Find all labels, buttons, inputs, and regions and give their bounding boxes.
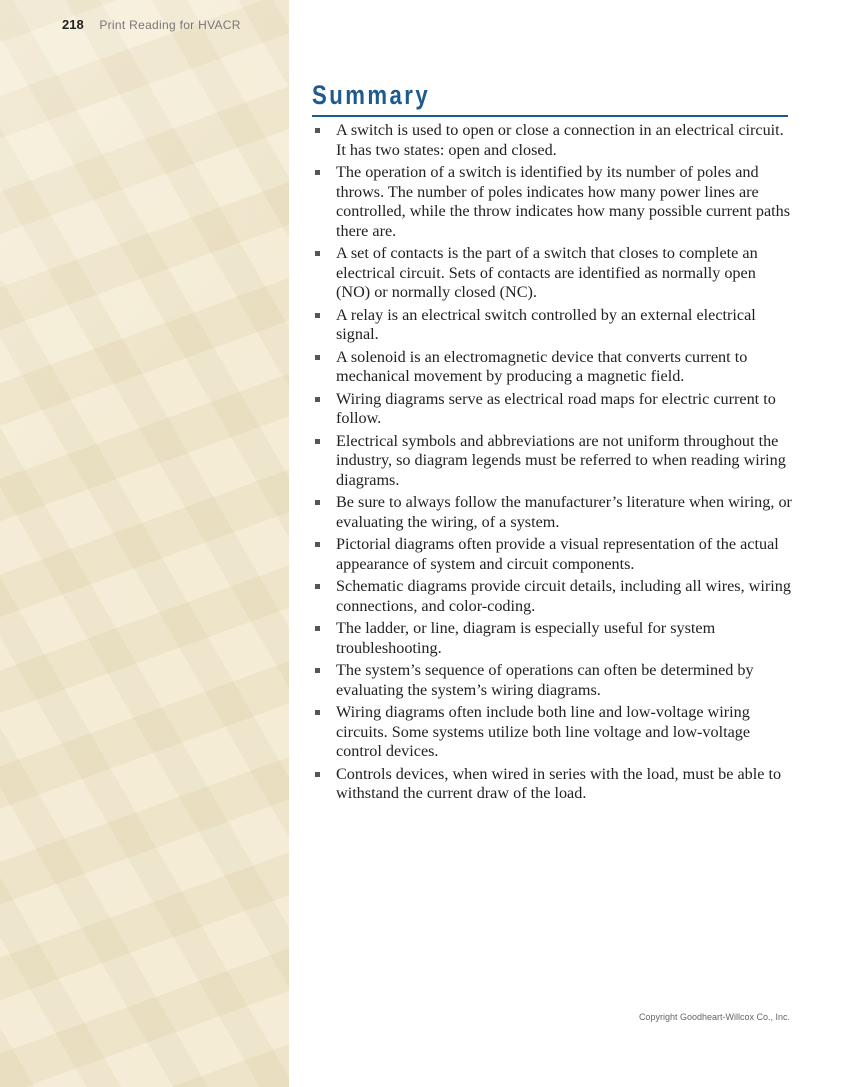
book-title: Print Reading for HVACR (99, 18, 241, 32)
summary-item: The ladder, or line, diagram is especially useful for system troubleshooting. (312, 619, 792, 658)
summary-item: A switch is used to open or close a connection in an electrical circuit. It has two states: open and closed. (312, 121, 792, 160)
bullet-icon (315, 626, 320, 631)
summary-item: A relay is an electrical switch controlled by an external electrical signal. (312, 306, 792, 345)
page-number: 218 (62, 17, 84, 32)
bullet-icon (315, 313, 320, 318)
bullet-icon (315, 584, 320, 589)
bullet-icon (315, 397, 320, 402)
summary-item: Be sure to always follow the manufacturer’s literature when wiring, or evaluating the wiring, of a system. (312, 493, 792, 532)
summary-item: A set of contacts is the part of a switch that closes to complete an electrical circuit. Sets of contacts are identified as normally open (NO) or normally closed (NC). (312, 244, 792, 303)
bullet-icon (315, 500, 320, 505)
summary-item: Controls devices, when wired in series with the load, must be able to withstand the current draw of the load. (312, 765, 792, 804)
summary-item: Wiring diagrams often include both line and low-voltage wiring circuits. Some systems utilize both line voltage and low-voltage control devices. (312, 703, 792, 762)
summary-item: Schematic diagrams provide circuit details, including all wires, wiring connections, and color-coding. (312, 577, 792, 616)
copyright-footer: Copyright Goodheart-Willcox Co., Inc. (638, 1012, 790, 1022)
bullet-icon (315, 772, 320, 777)
bullet-icon (315, 355, 320, 360)
summary-item: A solenoid is an electromagnetic device that converts current to mechanical movement by producing a magnetic field. (312, 348, 792, 387)
summary-item: Pictorial diagrams often provide a visual representation of the actual appearance of system and circuit components. (312, 535, 792, 574)
bullet-icon (315, 668, 320, 673)
bullet-icon (315, 170, 320, 175)
section-title: Summary (312, 80, 431, 110)
bullet-icon (315, 128, 320, 133)
summary-item: Wiring diagrams serve as electrical road maps for electric current to follow. (312, 390, 792, 429)
bullet-icon (315, 542, 320, 547)
summary-item: Electrical symbols and abbreviations are not uniform throughout the industry, so diagram legends must be referred to when reading wiring diagrams. (312, 432, 792, 491)
bullet-icon (315, 710, 320, 715)
summary-list (312, 121, 792, 807)
summary-item: The system’s sequence of operations can often be determined by evaluating the system’s wiring diagrams. (312, 661, 792, 700)
summary-item: The operation of a switch is identified by its number of poles and throws. The number of poles indicates how many power lines are controlled, while the throw indicates how many possible current paths there are. (312, 163, 792, 241)
bullet-icon (315, 439, 320, 444)
bullet-icon (315, 251, 320, 256)
title-rule (312, 115, 788, 117)
running-header (62, 17, 241, 32)
decorative-sidebar-image (0, 0, 289, 1087)
